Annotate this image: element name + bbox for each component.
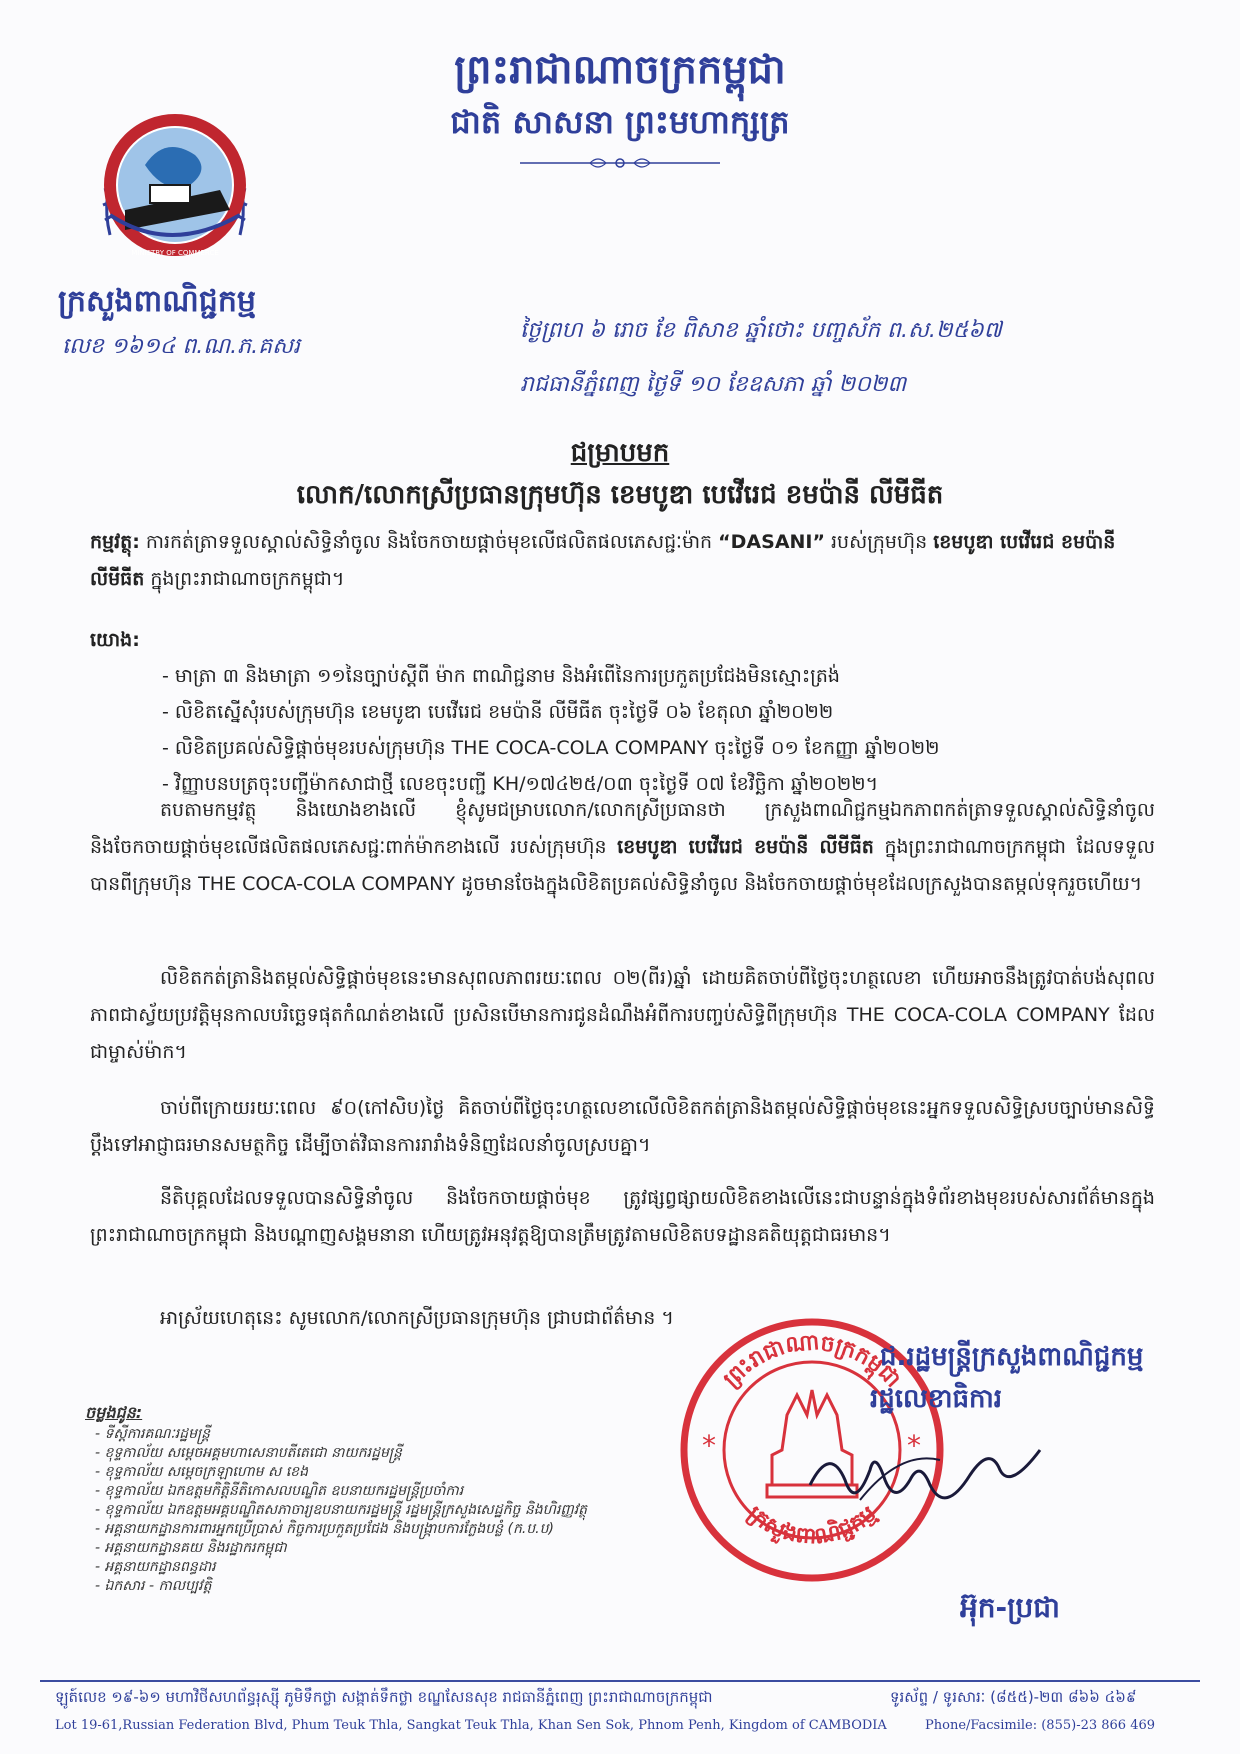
body-p1-text-b: ក្នុងព្រះរាជាណាចក្រកម្ពុជា ដែលទទួលបានពីក្រុមហ៊ុន THE COCA-COLA COMPANY ដូចមានចែងក្នុងលិខិតប្រគល់សិទ្ធិនាំចូល និងចែកចាយផ្តាច់មុខដែលក្រសួងបានតម្កល់ទុករួចហើយ។ xyxy=(90,836,1155,895)
body-paragraph-4: នីតិបុគ្គលដែលទទួលបានសិទ្ធិនាំចូល និងចែកចាយផ្តាច់មុខ ត្រូវផ្សព្វផ្សាយលិខិតខាងលើនេះជាបន្ទាន់ក្នុងទំព័រខាងមុខរបស់សារព័ត៌មានក្នុងព្រះរាជាណាចក្រកម្ពុជា និងបណ្តាញសង្គមនានា ហើយត្រូវអនុវត្តឱ្យបានត្រឹមត្រូវតាមលិខិតបទដ្ឋានគតិយុត្តជាធរមាន។ xyxy=(90,1187,1155,1246)
cc-item: - អគ្គនាយកដ្ឋានគយ និងរដ្ឋាករកម្ពុជា xyxy=(95,1540,287,1556)
closing-line: អាស្រ័យហេតុនេះ សូមលោក/លោកស្រីប្រធានក្រុមហ៊ុន ជ្រាបជាព័ត៌មាន ។ xyxy=(160,1307,674,1329)
signatory-position: រដ្ឋលេខាធិការ xyxy=(870,1384,1003,1414)
body-paragraph-2: លិខិតកត់ត្រានិងតម្កល់សិទ្ធិផ្តាច់មុខនេះមានសុពលភាពរយៈពេល ០២(ពីរ)ឆ្នាំ ដោយគិតចាប់ពីថ្ងៃចុះហត្ថលេខា ហើយអាចនឹងត្រូវបាត់បង់សុពលភាពជាស្វ័យប្រវត្តិមុនកាលបរិច្ឆេទផុតកំណត់ខាងលើ ប្រសិនបើមានការជូនដំណឹងអំពីការបញ្ចប់សិទ្ធិពីក្រុមហ៊ុន THE COCA-COLA COMPANY ដែលជាម្ចាស់ម៉ាក។ xyxy=(90,967,1155,1063)
subject-text-3: ក្នុងព្រះរាជាណាចក្រកម្ពុជា។ xyxy=(150,568,345,590)
body-paragraph-3: ចាប់ពីក្រោយរយៈពេល ៩០(កៅសិប)ថ្ងៃ គិតចាប់ពីថ្ងៃចុះហត្ថលេខាលើលិខិតកត់ត្រានិងតម្កល់សិទ្ធិផ្តាច់មុខនេះអ្នកទទួលសិទ្ធិស្របច្បាប់មានសិទ្ធិប្តឹងទៅអាជ្ញាធរមានសមត្ថកិច្ច ដើម្បីចាត់វិធានការរារាំងទំនិញដែលនាំចូលស្របគ្នា។ xyxy=(90,1097,1155,1156)
ministry-logo xyxy=(90,95,260,275)
svg-text:ព្រះរាជាណាចក្រកម្ពុជា: ព្រះរាជាណាចក្រកម្ពុជា xyxy=(718,1329,906,1393)
ministry-name: ក្រសួងពាណិជ្ជកម្ម xyxy=(58,284,256,319)
cc-item: - ខុទ្ទកាល័យ សម្តេចក្រឡាហោម ស ខេង xyxy=(95,1464,308,1480)
cc-item: - ខុទ្ទកាល័យ ឯកឧត្តមអគ្គបណ្ឌិតសភាចារ្យឧបនាយករដ្ឋមន្ត្រី រដ្ឋមន្ត្រីក្រសួងសេដ្ឋកិច្ច និងហិរញ្ញវត្ថុ xyxy=(95,1502,588,1518)
svg-text:*: * xyxy=(702,1429,716,1462)
subject-text-1: ការកត់ត្រាទទួលស្គាល់សិទ្ធិនាំចូល និងចែកចាយផ្តាច់មុខលើផលិតផលភេសជ្ជៈម៉ាក xyxy=(145,531,713,553)
cc-item: - ឯកសារ - កាលប្បវត្តិ xyxy=(95,1578,212,1594)
footer-address-en: Lot 19-61,Russian Federation Blvd, Phum Teuk Thla, Sangkat Teuk Thla, Khan Sen Sok, Phnom Penh, Kingdom of CAMBODIA xyxy=(55,1718,887,1733)
body-p1-text: តបតាមកម្មវត្ថុ និងយោងខាងលើ ខ្ញុំសូមជម្រាបលោក/លោកស្រីប្រធានថា ក្រសួងពាណិជ្ជកម្មឯកភាពកត់ត្រាទទួលស្គាល់សិទ្ធិនាំចូល និងចែកចាយផ្តាច់មុខលើផលិតផលភេសជ្ជៈពាក់ម៉ាកខាងលើ របស់ក្រុមហ៊ុន xyxy=(90,799,1155,858)
addressee: លោក/លោកស្រីប្រធានក្រុមហ៊ុន ខេមបូឌា បេវើរេជ ខមប៉ានី លីមីធីត xyxy=(296,480,944,510)
lunar-date: ថ្ងៃព្រហ ៦ រោច ខែ ពិសាខ ឆ្នាំថោះ បញ្ចស័ក ព.ស.២៥៦៧ xyxy=(520,318,1002,343)
reference-item: - មាត្រា ៣ និងមាត្រា ១១នៃច្បាប់ស្តីពី ម៉ាក ពាណិជ្ជនាម និងអំពើនៃការប្រកួតប្រជែងមិនស្មោះត្រង់ xyxy=(162,665,840,687)
svg-text:ក្រសួងពាណិជ្ជកម្ម: ក្រសួងពាណិជ្ជកម្ម xyxy=(742,1501,882,1550)
body-p1-company: ខេមបូឌា បេវើរេជ ខមប៉ានី លីមីធីត xyxy=(617,836,874,858)
kingdom-title: ព្រះរាជាណាចក្រកម្ពុជា xyxy=(454,47,786,93)
subject-company: ខេមបូឌា បេវើរេជ ខមប៉ានី លីមីធីត xyxy=(90,531,1116,590)
cc-list xyxy=(95,1425,615,1596)
national-motto: ជាតិ សាសនា ព្រះមហាក្សត្រ xyxy=(450,103,790,141)
signatory-name: អ៊ុក-ប្រជា xyxy=(960,1591,1060,1624)
cc-label: ចម្លងជូន: xyxy=(85,1403,143,1422)
cc-item: - ខុទ្ទកាល័យ សម្តេចអគ្គមហាសេនាបតីតេជោ នាយករដ្ឋមន្ត្រី xyxy=(95,1445,402,1461)
cc-item: - ខុទ្ទកាល័យ ឯកឧត្តមកិត្តិនីតិកោសលបណ្ឌិត ឧបនាយករដ្ឋមន្ត្រីប្រចាំការ xyxy=(95,1483,464,1499)
footer-divider xyxy=(40,1680,1200,1682)
subject-label: កម្មវត្ថុ: xyxy=(90,531,140,553)
gregorian-date: រាជធានីភ្នំពេញ ថ្ងៃទី ១០ ខែឧសភា ឆ្នាំ ២០២៣ xyxy=(520,372,907,397)
footer-address-km: ឡូត៍លេខ ១៩-៦១ មហាវិថីសហព័ន្ធរុស្ស៊ី ភូមិទឹកថ្លា សង្កាត់ទឹកថ្លា ខណ្ឌសែនសុខ រាជធានីភ្នំពេញ ព្រះរាជាណាចក្រកម្ពុជា xyxy=(55,1688,713,1706)
reference-item: - វិញ្ញាបនបត្រចុះបញ្ជីម៉ាកសាជាថ្មី លេខចុះបញ្ជី KH/១៧៤២៥/០៣ ចុះថ្ងៃទី ០៧ ខែវិច្ឆិកា ឆ្នាំ២០២២។ xyxy=(162,773,879,795)
handwritten-signature xyxy=(800,1430,1060,1520)
reference-number: លេខ ១៦១៤ ព.ណ.ភ.គសរ xyxy=(62,334,300,359)
cc-item: - អគ្គនាយកដ្ឋានពន្ធដារ xyxy=(95,1559,216,1575)
subject-text-2: របស់ក្រុមហ៊ុន xyxy=(831,531,928,553)
subject-brand: “DASANI” xyxy=(718,531,825,553)
body-paragraph-1 xyxy=(90,792,1155,903)
references xyxy=(90,622,1155,802)
reference-item: - លិខិតប្រគល់សិទ្ធិផ្តាច់មុខរបស់ក្រុមហ៊ុន THE COCA-COLA COMPANY ចុះថ្ងៃទី ០១ ខែកញ្ញា ឆ្នាំ២០២២ xyxy=(162,737,940,759)
cc-item: - ទីស្តីការគណៈរដ្ឋមន្ត្រី xyxy=(95,1426,211,1442)
svg-text:MINISTRY OF COMMERCE: MINISTRY OF COMMERCE xyxy=(131,249,219,257)
svg-text:*: * xyxy=(907,1429,921,1462)
references-label: យោង: xyxy=(90,629,140,651)
reference-item: - លិខិតស្នើសុំរបស់ក្រុមហ៊ុន ខេមបូឌា បេវើរេជ ខមប៉ានី លីមីធីត ចុះថ្ងៃទី ០៦ ខែតុលា ឆ្នាំ២០២២ xyxy=(162,701,834,723)
ornament-divider xyxy=(520,156,720,170)
footer-phone-km: ទូរស័ព្ទ / ទូរសារៈ (៨៥៥)-២៣ ៨៦៦ ៤៦៩ xyxy=(890,1688,1137,1706)
signatory-title: ជ.រដ្ឋមន្ត្រីក្រសួងពាណិជ្ជកម្ម xyxy=(880,1342,1144,1372)
salutation-label: ជម្រាបមក xyxy=(570,438,670,468)
footer-phone-en: Phone/Facsimile: (855)-23 866 469 xyxy=(925,1718,1156,1733)
cc-item: - អគ្គនាយកដ្ឋានការពារអ្នកប្រើប្រាស់ កិច្ចការប្រកួតប្រជែង និងបង្ក្រាបការក្លែងបន្លំ (ក.ប.ប) xyxy=(95,1521,554,1537)
subject-block xyxy=(90,524,1155,598)
